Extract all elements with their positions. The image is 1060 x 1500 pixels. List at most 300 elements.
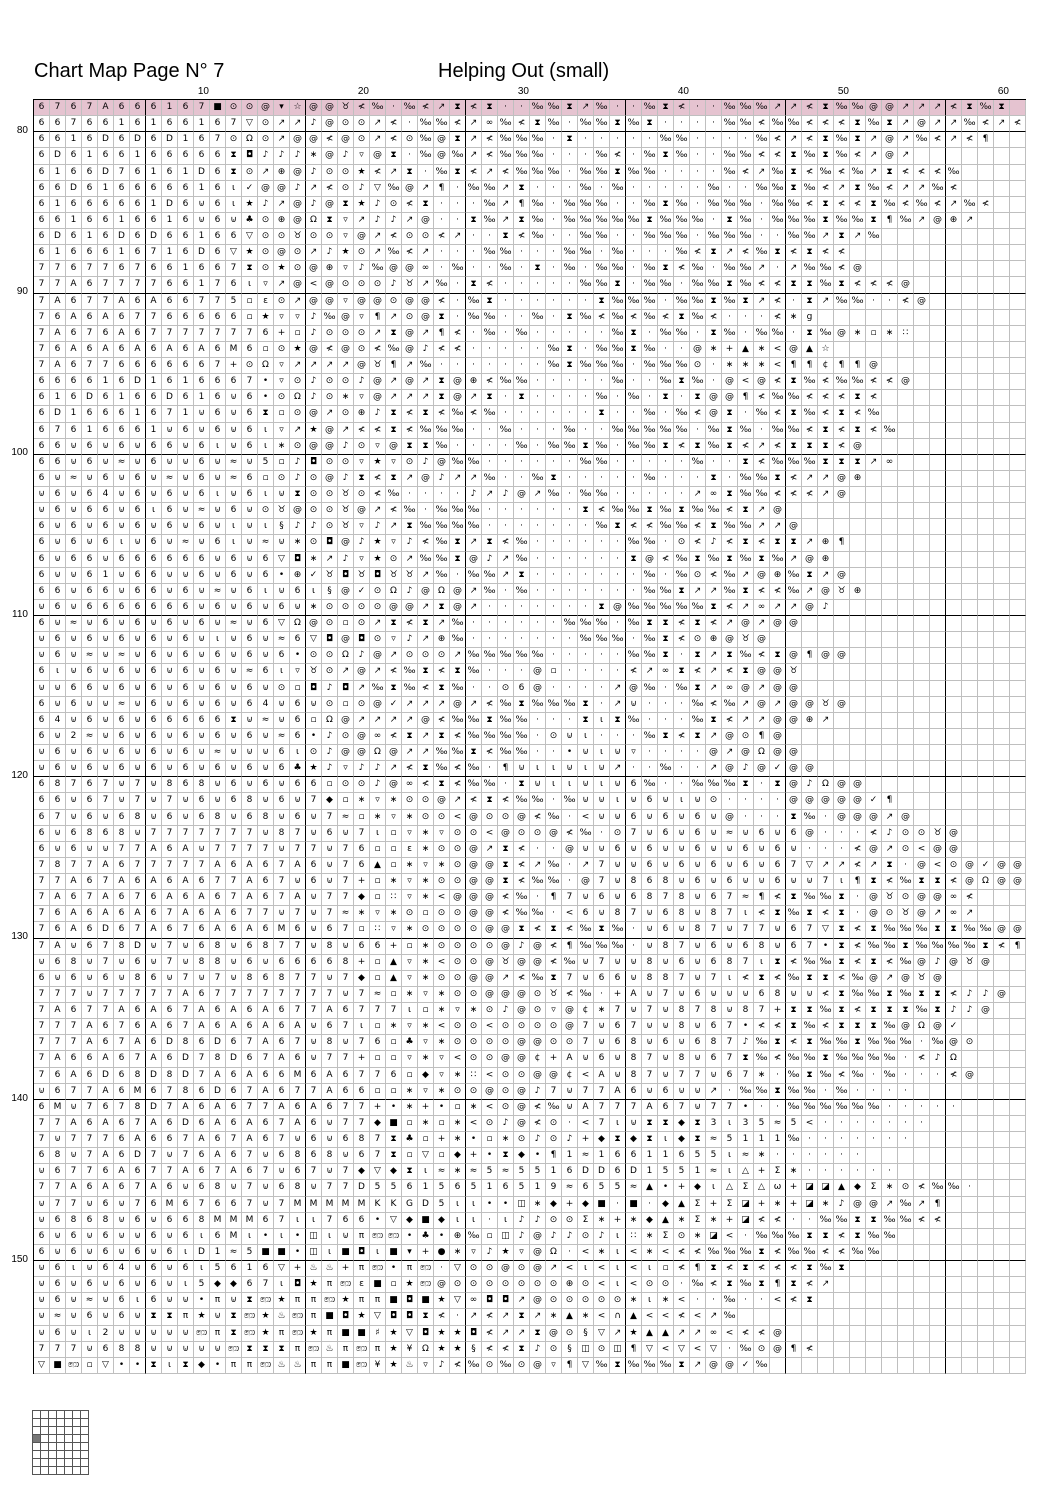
chart-cell: ⊍ <box>114 955 130 971</box>
chart-cell: 7 <box>194 1068 210 1084</box>
chart-cell: ▿ <box>402 874 418 890</box>
chart-cell: 6 <box>34 245 50 261</box>
chart-cell: 6 <box>34 423 50 439</box>
chart-cell: 7 <box>50 277 66 293</box>
chart-cell <box>962 1116 978 1132</box>
chart-cell <box>898 681 914 697</box>
chart-cell: ▫ <box>370 874 386 890</box>
chart-cell: · <box>482 439 498 455</box>
chart-cell <box>978 229 994 245</box>
chart-cell: 7 <box>178 858 194 874</box>
chart-cell: ∞ <box>946 906 962 922</box>
chart-cell: • <box>434 1100 450 1116</box>
locator-cell <box>73 1419 81 1427</box>
chart-cell: @ <box>546 1326 562 1342</box>
chart-cell: 7 <box>738 922 754 938</box>
chart-cell: @ <box>354 229 370 245</box>
chart-cell: ‰ <box>594 261 610 277</box>
locator-cell <box>81 1451 89 1459</box>
chart-cell: 6 <box>98 971 114 987</box>
chart-cell: ♪ <box>434 1358 450 1374</box>
chart-cell: ‰ <box>450 261 466 277</box>
chart-cell: · <box>770 793 786 809</box>
chart-cell: 1 <box>754 1132 770 1148</box>
chart-cell: ⧗ <box>722 213 738 229</box>
chart-cell: ▽ <box>418 1148 434 1164</box>
chart-cell: ▫ <box>306 713 322 729</box>
chart-cell: ‰ <box>866 1035 882 1051</box>
chart-cell: 1 <box>738 1132 754 1148</box>
chart-cell: ≮ <box>818 390 834 406</box>
chart-cell: · <box>546 745 562 761</box>
chart-cell: ▿ <box>546 1358 562 1374</box>
chart-cell: ⊍ <box>674 874 690 890</box>
chart-cell: 6 <box>194 439 210 455</box>
chart-cell: A <box>82 1019 98 1035</box>
chart-cell: · <box>562 471 578 487</box>
chart-cell: ⧗ <box>674 374 690 390</box>
chart-cell: 6 <box>178 729 194 745</box>
chart-cell: ✓ <box>946 1019 962 1035</box>
chart-cell: ‰ <box>546 116 562 132</box>
chart-cell: + <box>610 987 626 1003</box>
chart-cell: A <box>146 922 162 938</box>
chart-cell: ★ <box>274 261 290 277</box>
chart-cell: ♪ <box>882 826 898 842</box>
chart-cell: ⊍ <box>98 681 114 697</box>
chart-cell <box>866 777 882 793</box>
chart-cell: ⊍ <box>146 810 162 826</box>
chart-cell <box>962 1326 978 1342</box>
chart-cell <box>914 487 930 503</box>
chart-cell: ⊙ <box>338 777 354 793</box>
chart-cell: ⊙ <box>370 584 386 600</box>
chart-cell: ⊍ <box>258 793 274 809</box>
chart-cell: 6 <box>194 1100 210 1116</box>
chart-cell: ⊍ <box>322 842 338 858</box>
chart-cell <box>962 648 978 664</box>
chart-cell: ♪ <box>306 390 322 406</box>
chart-cell: ▾ <box>274 100 290 116</box>
chart-cell <box>866 681 882 697</box>
chart-cell: 8 <box>674 1019 690 1035</box>
chart-cell: · <box>498 294 514 310</box>
chart-cell: ≮ <box>738 971 754 987</box>
chart-cell: ⧗ <box>802 1261 818 1277</box>
chart-cell: ‰ <box>834 1213 850 1229</box>
chart-cell <box>946 261 962 277</box>
chart-cell: ↗ <box>866 148 882 164</box>
chart-cell: ■ <box>210 100 226 116</box>
chart-cell: ‰ <box>514 584 530 600</box>
chart-cell: ↗ <box>498 181 514 197</box>
chart-cell: ‰ <box>482 584 498 600</box>
chart-cell: 6 <box>82 600 98 616</box>
chart-cell: ≈ <box>226 455 242 471</box>
chart-cell: 6 <box>34 793 50 809</box>
chart-cell <box>994 810 1010 826</box>
chart-cell: ⧗ <box>866 213 882 229</box>
chart-cell: ◆ <box>578 1197 594 1213</box>
chart-cell <box>882 310 898 326</box>
chart-cell: 3 <box>738 1116 754 1132</box>
chart-cell: 8 <box>50 858 66 874</box>
chart-cell: 6 <box>354 1148 370 1164</box>
chart-cell: ↗ <box>802 471 818 487</box>
chart-cell: ↗ <box>706 729 722 745</box>
chart-cell: · <box>738 406 754 422</box>
chart-cell: · <box>402 487 418 503</box>
chart-cell: 8 <box>130 971 146 987</box>
chart-cell: 6 <box>146 600 162 616</box>
chart-cell: 6 <box>146 906 162 922</box>
chart-cell: 7 <box>242 842 258 858</box>
chart-cell: ♪ <box>370 197 386 213</box>
chart-cell <box>802 729 818 745</box>
chart-cell: D <box>194 245 210 261</box>
chart-cell: ‰ <box>450 455 466 471</box>
chart-cell: · <box>450 277 466 293</box>
chart-cell: ⧗ <box>850 132 866 148</box>
chart-cell: A <box>178 987 194 1003</box>
chart-cell: ∷ <box>466 1068 482 1084</box>
chart-cell: · <box>770 229 786 245</box>
chart-cell: · <box>594 535 610 551</box>
chart-cell <box>914 1148 930 1164</box>
chart-cell: 8 <box>642 955 658 971</box>
chart-cell: △ <box>722 1180 738 1196</box>
chart-cell: ♪ <box>498 1003 514 1019</box>
chart-cell: @ <box>786 519 802 535</box>
chart-cell: ◆ <box>674 1132 690 1148</box>
chart-cell: 6 <box>178 245 194 261</box>
chart-cell: + <box>562 1197 578 1213</box>
chart-cell: ≮ <box>882 874 898 890</box>
chart-cell: ⊙ <box>322 664 338 680</box>
chart-cell <box>946 1164 962 1180</box>
chart-cell <box>898 406 914 422</box>
chart-cell: · <box>642 132 658 148</box>
chart-cell: ⊙ <box>514 1277 530 1293</box>
chart-cell <box>930 1164 946 1180</box>
chart-cell: 6 <box>658 810 674 826</box>
chart-cell: ⊙ <box>706 793 722 809</box>
chart-cell <box>994 664 1010 680</box>
chart-cell: ɩ <box>610 1277 626 1293</box>
chart-cell <box>866 584 882 600</box>
chart-cell: ≈ <box>738 1148 754 1164</box>
chart-cell: @ <box>818 584 834 600</box>
chart-cell <box>834 761 850 777</box>
chart-cell: 6 <box>34 439 50 455</box>
chart-cell: ‰ <box>786 1245 802 1261</box>
chart-cell <box>1010 810 1026 826</box>
chart-cell: ⊍ <box>578 777 594 793</box>
chart-cell: 6 <box>242 600 258 616</box>
column-number: 50 <box>837 86 849 97</box>
chart-cell: 7 <box>594 955 610 971</box>
column-numbers <box>33 86 1025 98</box>
chart-cell: @ <box>498 1261 514 1277</box>
chart-cell: @ <box>514 987 530 1003</box>
chart-cell: ■ <box>418 1293 434 1309</box>
chart-cell: ⊍ <box>274 535 290 551</box>
chart-cell: 6 <box>258 1116 274 1132</box>
chart-cell: ↗ <box>930 100 946 116</box>
chart-cell <box>994 890 1010 906</box>
chart-cell: ≮ <box>770 374 786 390</box>
chart-cell: A <box>98 1148 114 1164</box>
chart-cell: ‰ <box>738 648 754 664</box>
chart-cell: · <box>738 810 754 826</box>
chart-cell: · <box>690 100 706 116</box>
chart-cell: ↗ <box>498 971 514 987</box>
chart-cell: · <box>690 423 706 439</box>
chart-cell: ▫ <box>354 922 370 938</box>
chart-cell: 6 <box>178 648 194 664</box>
chart-cell: ⊍ <box>82 1197 98 1213</box>
chart-cell: 6 <box>226 503 242 519</box>
chart-cell: ⧗ <box>658 100 674 116</box>
chart-cell: ‰ <box>450 423 466 439</box>
chart-cell: 5 <box>194 1277 210 1293</box>
chart-cell: ♪ <box>434 471 450 487</box>
chart-cell: ‰ <box>818 890 834 906</box>
chart-cell: A <box>626 987 642 1003</box>
chart-cell: ≮ <box>754 906 770 922</box>
chart-cell <box>946 761 962 777</box>
chart-cell: 6 <box>146 213 162 229</box>
chart-cell: A <box>178 874 194 890</box>
chart-cell: ⊍ <box>562 1084 578 1100</box>
chart-cell: ∞ <box>946 890 962 906</box>
chart-cell: ⊕ <box>434 632 450 648</box>
chart-cell: ⊙ <box>882 906 898 922</box>
chart-cell: ⧗ <box>434 600 450 616</box>
chart-cell: ≮ <box>482 1342 498 1358</box>
chart-cell <box>994 197 1010 213</box>
chart-cell <box>994 1068 1010 1084</box>
chart-cell: • <box>482 1197 498 1213</box>
chart-cell: ¶ <box>850 358 866 374</box>
chart-cell: 6 <box>178 1229 194 1245</box>
chart-cell: ‰ <box>706 181 722 197</box>
chart-cell: · <box>498 503 514 519</box>
chart-cell: 6 <box>242 1003 258 1019</box>
chart-cell: M <box>322 1197 338 1213</box>
chart-cell: ◘ <box>482 1293 498 1309</box>
chart-cell: 7 <box>162 987 178 1003</box>
chart-cell: · <box>578 568 594 584</box>
chart-cell: 7 <box>722 1019 738 1035</box>
chart-cell: · <box>530 326 546 342</box>
chart-cell: ⊍ <box>130 826 146 842</box>
chart-cell: ↗ <box>722 616 738 632</box>
chart-cell: ⊍ <box>738 874 754 890</box>
chart-cell: 7 <box>178 922 194 938</box>
chart-cell: 6 <box>226 906 242 922</box>
chart-cell: 6 <box>66 261 82 277</box>
chart-cell: 6 <box>50 1326 66 1342</box>
chart-cell: ⧗ <box>786 1003 802 1019</box>
chart-cell: @ <box>274 181 290 197</box>
chart-cell: ⊍ <box>242 503 258 519</box>
chart-cell: A <box>130 1035 146 1051</box>
chart-cell: 6 <box>194 1116 210 1132</box>
chart-cell: ↗ <box>578 100 594 116</box>
chart-cell: · <box>578 600 594 616</box>
chart-cell: ≮ <box>754 1213 770 1229</box>
chart-cell: · <box>498 406 514 422</box>
chart-cell: ↗ <box>834 858 850 874</box>
chart-cell: @ <box>914 906 930 922</box>
chart-cell: ⧗ <box>610 1132 626 1148</box>
chart-cell: 8 <box>674 1003 690 1019</box>
chart-cell: ≮ <box>770 584 786 600</box>
chart-cell: ≈ <box>626 1180 642 1196</box>
chart-cell: ⊍ <box>114 503 130 519</box>
chart-cell: ‰ <box>882 423 898 439</box>
chart-cell <box>962 1342 978 1358</box>
chart-cell: ⊍ <box>146 1342 162 1358</box>
chart-cell: ‰ <box>322 310 338 326</box>
chart-cell <box>994 261 1010 277</box>
chart-cell: ▲ <box>674 1197 690 1213</box>
chart-cell: ⊍ <box>82 1261 98 1277</box>
chart-cell: 6 <box>34 552 50 568</box>
chart-cell: ‰ <box>914 922 930 938</box>
chart-cell: 6 <box>706 858 722 874</box>
chart-cell: A <box>242 858 258 874</box>
chart-cell: 6 <box>242 729 258 745</box>
chart-cell <box>882 471 898 487</box>
chart-cell: + <box>386 939 402 955</box>
chart-cell: D <box>162 197 178 213</box>
chart-cell: ∞ <box>706 487 722 503</box>
chart-cell: ↗ <box>274 197 290 213</box>
chart-cell: @ <box>530 1229 546 1245</box>
chart-cell: ▫ <box>370 1019 386 1035</box>
chart-cell: 6 <box>178 600 194 616</box>
chart-cell: 1 <box>242 1261 258 1277</box>
chart-cell: Ω <box>546 1245 562 1261</box>
chart-cell: · <box>738 310 754 326</box>
chart-cell: ⧗ <box>610 1358 626 1374</box>
chart-cell: ‰ <box>866 1229 882 1245</box>
chart-cell: ⊍ <box>178 455 194 471</box>
chart-cell: ‰ <box>546 439 562 455</box>
chart-cell: ‰ <box>786 455 802 471</box>
chart-cell: ⧗ <box>434 374 450 390</box>
chart-cell: ‰ <box>770 197 786 213</box>
chart-cell <box>962 761 978 777</box>
chart-cell: 6 <box>146 535 162 551</box>
chart-cell: ɩ <box>274 664 290 680</box>
chart-cell: ‰ <box>978 100 994 116</box>
chart-cell: · <box>850 1164 866 1180</box>
chart-cell <box>962 406 978 422</box>
chart-cell: @ <box>946 1035 962 1051</box>
chart-cell: A <box>66 277 82 293</box>
chart-cell: ♉ <box>322 568 338 584</box>
chart-cell: ∗ <box>450 1245 466 1261</box>
chart-cell: ‰ <box>498 648 514 664</box>
chart-cell: ≮ <box>818 374 834 390</box>
chart-cell <box>946 697 962 713</box>
chart-cell: 6 <box>178 358 194 374</box>
chart-cell: ⧗ <box>402 1164 418 1180</box>
chart-cell: ⊙ <box>418 922 434 938</box>
chart-cell: ≮ <box>546 955 562 971</box>
chart-cell <box>962 842 978 858</box>
chart-cell <box>994 439 1010 455</box>
chart-cell: ⧗ <box>754 1245 770 1261</box>
chart-cell: ‰ <box>866 1245 882 1261</box>
chart-cell <box>978 745 994 761</box>
chart-cell: @ <box>834 793 850 809</box>
chart-cell: ≮ <box>898 294 914 310</box>
chart-cell: ≈ <box>114 697 130 713</box>
chart-cell: · <box>626 374 642 390</box>
chart-cell: A <box>66 1116 82 1132</box>
chart-cell: ≮ <box>754 1261 770 1277</box>
chart-cell <box>946 310 962 326</box>
chart-cell: @ <box>546 826 562 842</box>
chart-cell: @ <box>514 1003 530 1019</box>
chart-cell: ↗ <box>386 648 402 664</box>
chart-cell: ≮ <box>738 439 754 455</box>
chart-cell <box>914 600 930 616</box>
chart-cell: 6 <box>162 294 178 310</box>
chart-cell <box>898 552 914 568</box>
chart-cell: 6 <box>306 777 322 793</box>
chart-cell <box>946 777 962 793</box>
chart-cell <box>962 503 978 519</box>
chart-cell: ⊙ <box>482 1358 498 1374</box>
chart-cell <box>994 616 1010 632</box>
chart-cell: ⊕ <box>466 374 482 390</box>
chart-cell: 7 <box>210 826 226 842</box>
chart-cell: ⊍ <box>114 616 130 632</box>
chart-cell: 1 <box>210 1245 226 1261</box>
chart-cell <box>946 1293 962 1309</box>
chart-cell: § <box>466 1342 482 1358</box>
chart-cell: 6 <box>210 761 226 777</box>
chart-cell: ‰ <box>738 148 754 164</box>
chart-cell <box>1010 1035 1026 1051</box>
chart-cell: ¶ <box>562 1358 578 1374</box>
chart-cell <box>898 793 914 809</box>
chart-cell: · <box>546 406 562 422</box>
chart-cell: ↗ <box>882 810 898 826</box>
chart-cell: ‰ <box>690 261 706 277</box>
chart-cell: @ <box>290 165 306 181</box>
chart-cell: ⊍ <box>98 1309 114 1325</box>
chart-cell: 7 <box>290 971 306 987</box>
chart-cell: ≮ <box>818 181 834 197</box>
chart-cell: 7 <box>546 1084 562 1100</box>
chart-cell: 6 <box>66 165 82 181</box>
chart-cell: ⧗ <box>354 471 370 487</box>
chart-cell: 6 <box>130 616 146 632</box>
chart-cell: ⊍ <box>130 535 146 551</box>
chart-cell: ɩ <box>674 793 690 809</box>
chart-cell: ⊍ <box>610 1051 626 1067</box>
chart-cell: ⊍ <box>66 793 82 809</box>
chart-cell: + <box>466 1148 482 1164</box>
chart-cell: 6 <box>242 810 258 826</box>
chart-cell: 7 <box>754 922 770 938</box>
